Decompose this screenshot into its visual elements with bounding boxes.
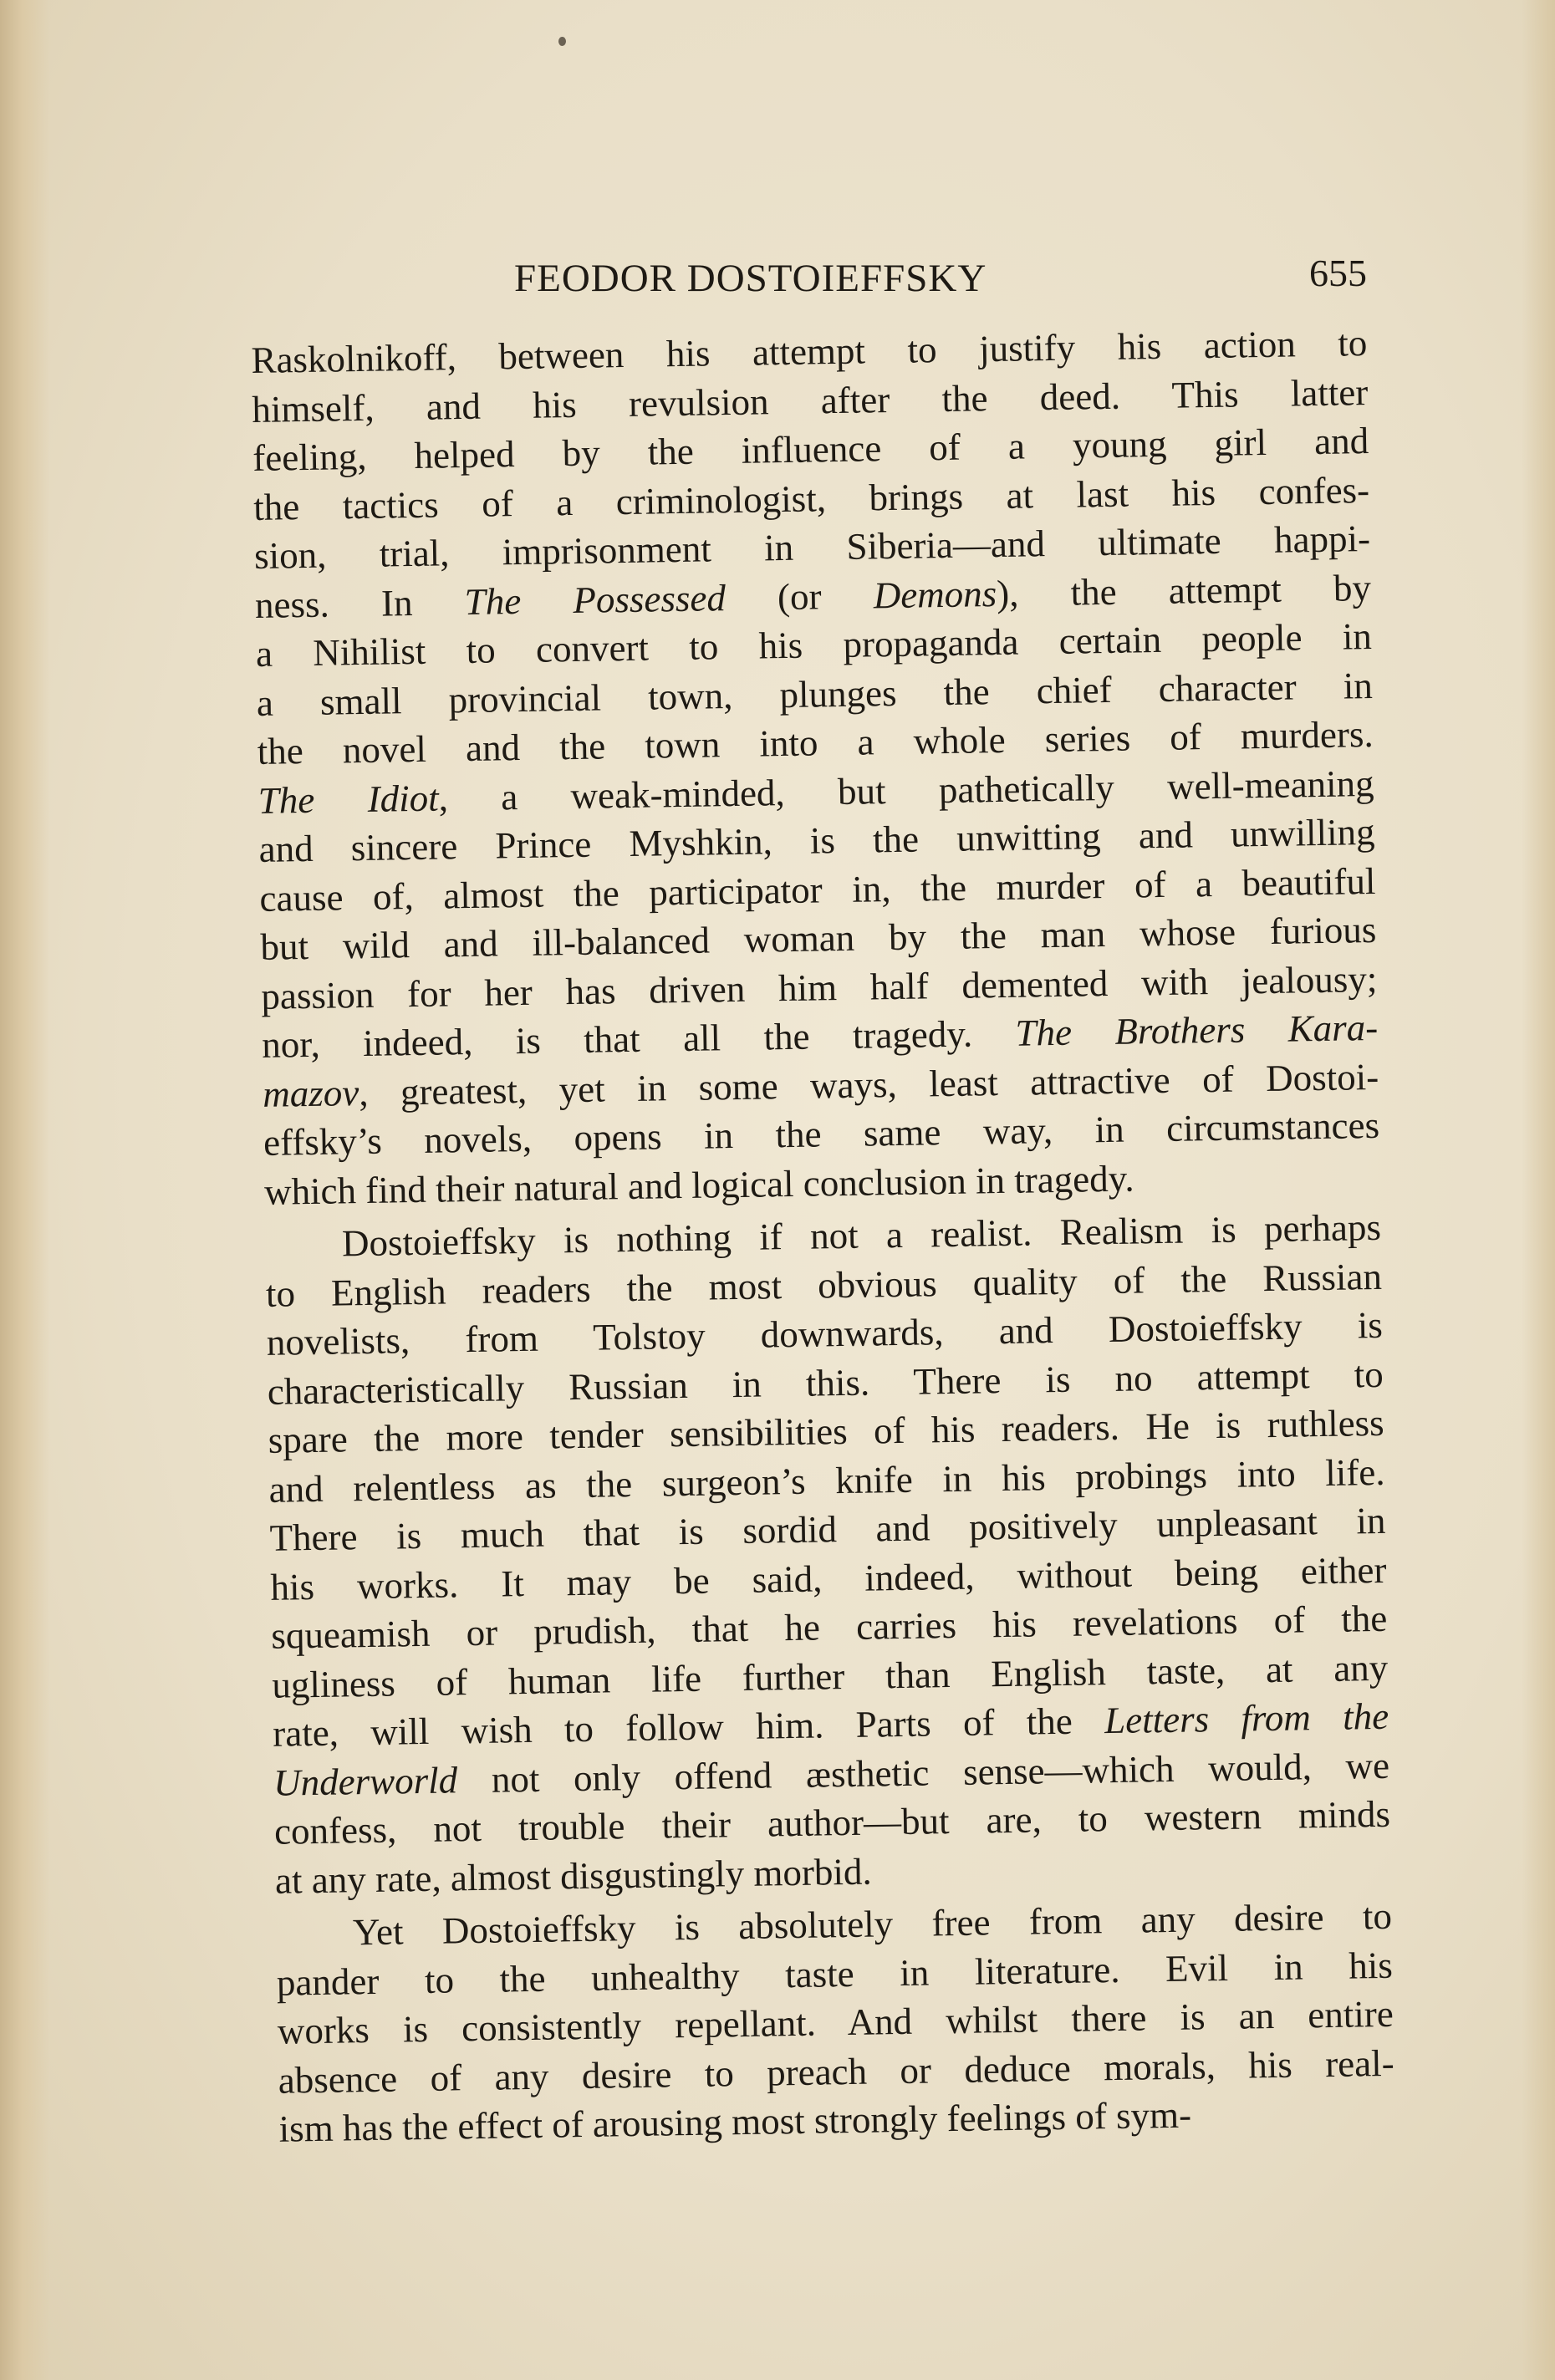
paragraph-1 xyxy=(251,319,1380,1216)
text-line: his works. It may be said, indeed, without being either xyxy=(270,1548,1387,1608)
text-line: nor, indeed, is that all the tragedy. The Brothers Kara- xyxy=(261,1006,1379,1066)
text-line: confess, not trouble their author—but are, to western minds xyxy=(273,1792,1391,1853)
text-line: Underworld not only offend æsthetic sense—which would, we xyxy=(273,1744,1390,1804)
text-line: at any rate, almost disgustingly morbid. xyxy=(274,1850,872,1902)
text-line: passion for her has driven him half demented with jealousy; xyxy=(261,957,1378,1017)
text-line: effsky’s novels, opens in the same way, in circumstances xyxy=(263,1103,1380,1164)
text-line: the tactics of a criminologist, brings at last his confes- xyxy=(252,468,1370,528)
body-text xyxy=(251,319,1395,2153)
text-line: cause of, almost the participator in, the murder of a beautiful xyxy=(259,859,1376,920)
text-line: ness. In The Possessed (or Demons), the attempt by xyxy=(254,566,1372,626)
page-gutter-shadow xyxy=(0,0,50,2380)
text-line: which find their natural and logical conclusion in tragedy. xyxy=(263,1157,1134,1213)
text-line: ism has the effect of arousing most strongly feelings of sym- xyxy=(278,2093,1192,2150)
text-line: The Idiot, a weak-minded, but pathetically well-meaning xyxy=(257,762,1374,822)
text-line: mazov, greatest, yet in some ways, least attractive of Dostoi- xyxy=(262,1055,1379,1115)
running-head: FEODOR DOSTOIEFFSKY xyxy=(514,257,987,300)
paragraph-2 xyxy=(265,1203,1392,1905)
text-line: Dostoieffsky is nothing if not a realist. Realism is perhaps xyxy=(341,1205,1382,1265)
text-line: and relentless as the surgeon’s knife in his probings into life. xyxy=(268,1450,1385,1511)
page-edge-shadow xyxy=(1522,0,1555,2380)
paragraph-3 xyxy=(276,1892,1395,2153)
text-line: spare the more tender sensibilities of his readers. He is ruthless xyxy=(268,1401,1384,1461)
text-line: squeamish or prudish, that he carries his revelations of the xyxy=(271,1597,1388,1657)
text-line: works is consistently repellant. And whilst there is an entire xyxy=(277,1992,1394,2052)
text-line: a small provincial town, plunges the chief character in xyxy=(256,664,1374,724)
text-line: characteristically Russian in this. There is no attempt to xyxy=(267,1353,1384,1413)
text-line: but wild and ill-balanced woman by the man whose furious xyxy=(260,908,1377,968)
text-line: himself, and his revulsion after the deed. This latter xyxy=(251,370,1369,431)
text-line: a Nihilist to convert to his propaganda certain people in xyxy=(255,614,1373,675)
text-line: sion, trial, imprisonment in Siberia—and ultimate happi- xyxy=(253,517,1371,577)
ink-speck xyxy=(558,37,566,46)
text-line: feeling, helped by the influence of a young girl and xyxy=(252,420,1369,479)
text-line: and sincere Prince Myshkin, is the unwitting and unwilling xyxy=(258,810,1375,870)
text-line: Yet Dostoieffsky is absolutely free from any desire to xyxy=(352,1894,1393,1954)
text-line: Raskolnikoff, between his attempt to justify his action to xyxy=(251,322,1368,381)
text-line: to English readers the most obvious quality of the Russian xyxy=(265,1255,1383,1315)
text-line: ugliness of human life further than English taste, at any xyxy=(271,1646,1389,1706)
page-number: 655 xyxy=(1309,252,1367,294)
text-line: novelists, from Tolstoy downwards, and Dostoieffsky is xyxy=(266,1303,1384,1363)
text-line: absence of any desire to preach or deduce morals, his real- xyxy=(278,2041,1395,2102)
text-line: There is much that is sordid and positively unpleasant in xyxy=(269,1499,1386,1559)
text-line: the novel and the town into a whole series of murders. xyxy=(257,712,1374,772)
text-line: pander to the unhealthy taste in literature. Evil in his xyxy=(276,1944,1394,2004)
page-header xyxy=(251,251,1367,309)
text-line: rate, will wish to follow him. Parts of the Letters from the xyxy=(272,1695,1389,1755)
